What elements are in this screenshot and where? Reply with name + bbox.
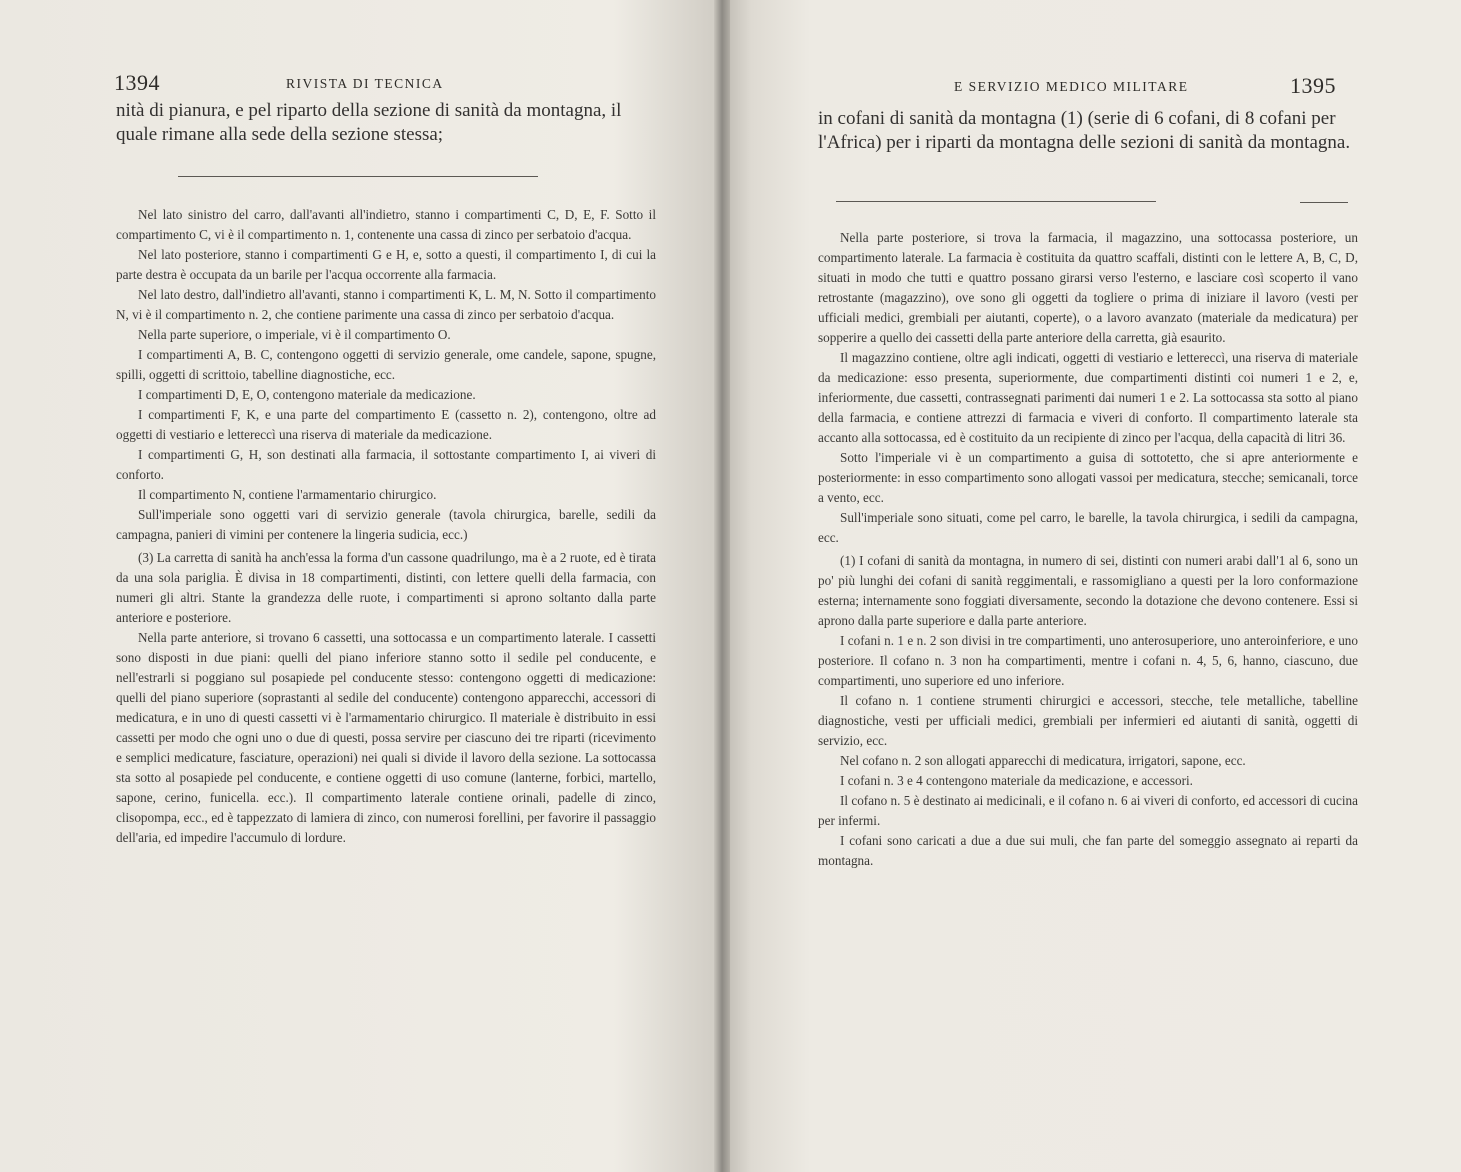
- paragraph: Il cofano n. 1 contiene strumenti chirurgici e accessori, stecche, tele metalliche, tabelline diagnostiche, vesti per ufficiali medici, grembiali per infermieri ed aiutanti di sanità, oggetti di servizio, ecc.: [818, 693, 1358, 748]
- lead-text-left: nità di pianura, e pel riparto della sezione di sanità da montagna, il quale rimane alla sede della sezione stessa;: [116, 100, 622, 145]
- paragraph: Il compartimento N, contiene l'armamentario chirurgico.: [138, 487, 437, 502]
- footnote-paragraph: (3) La carretta di sanità ha anch'essa la forma d'un cassone quadrilungo, ma è a 2 ruote, ed è tirata da una sola pariglia. È divisa in 18 compartimenti, distinti, con lettere quelli della farmacia, con numeri gli altri. Stante la grandezza delle ruote, i compartimenti si aprono soltanto dalla parte anteriore e posteriore.: [116, 550, 656, 625]
- right-page: [722, 0, 1461, 1172]
- paragraph: I compartimenti D, E, O, contengono materiale da medicazione.: [138, 387, 476, 402]
- lead-text-right: in cofani di sanità da montagna (1) (serie di 6 cofani, di 8 cofani per l'Africa) per i riparti da montagna delle sezioni di sanità da montagna.: [818, 108, 1351, 153]
- section-rule-left: [178, 176, 538, 177]
- paragraph: I cofani sono caricati a due a due sui muli, che fan parte del someggio assegnato ai reparti da montagna.: [818, 833, 1358, 868]
- paragraph: Il cofano n. 5 è destinato ai medicinali, e il cofano n. 6 ai viveri di conforto, ed accessori di cucina per infermi.: [818, 793, 1358, 828]
- paragraph: Nella parte posteriore, si trova la farmacia, il magazzino, una sottocassa posteriore, un compartimento laterale. La farmacia è costituita da quattro scaffali, distinti con le lettere A, B, C, D, situati in modo che tutti e quattro possano girarsi verso l'esterno, e lasciare così scoperto il vano retrostante (magazzino), ove sono gli oggetti da togliere o prima di iniziare il lavoro (vesti per ufficiali medici, grembiali per aiutanti, coperte), o a lavoro avanzato (materiale da medicatura) per sopperire a quello dei cassetti della parte anteriore della carretta, già esaurito.: [818, 230, 1358, 345]
- paragraph: Nel lato sinistro del carro, dall'avanti all'indietro, stanno i compartimenti C, D, E, F. Sotto il compartimento C, vi è il compartimento n. 1, contenente una cassa di zinco per serbatoio d'acqua.: [116, 207, 656, 242]
- footnote-paragraph: Nella parte anteriore, si trovano 6 cassetti, una sottocassa e un compartimento laterale. I cassetti sono disposti in due piani: quelli del piano inferiore stanno sotto il sedile pel conducente, e nell'estrarli si poggiano sul posapiede pel conducente stesso: contengono oggetti di medicazione: quelli del piano superiore (soprastanti al sedile del conducente) contengono apparecchi, accessori di medicatura, e in uno di questi cassetti vi è l'armamentario chirurgico. Il materiale è distribuito in essi cassetti per modo che ogni uno o due di questi, possa servire per ciascuno dei tre riparti (ricevimento e semplici medicature, fasciature, operazioni) nei quali si divide il lavoro della sezione. La sottocassa sta sotto al posapiede pel conducente, e contiene oggetti di uso comune (lanterne, forbici, martello, sapone, cerino, funicella. ecc.). Il compartimento laterale contiene orinali, padelle di zinco, clisopompa, ecc., ed è tappezzato di lamiera di zinco, con numerosi forellini, per favorire il passaggio dell'aria, ed impedire l'accumulo di lordure.: [116, 630, 656, 845]
- paragraph: I compartimenti G, H, son destinati alla farmacia, il sottostante compartimento I, ai viveri di conforto.: [116, 447, 656, 482]
- paragraph: I compartimenti F, K, e una parte del compartimento E (cassetto n. 2), contengono, oltre ad oggetti di vestiario e lettereccì una riserva di materiale da medicazione.: [116, 407, 656, 442]
- paragraph: Sull'imperiale sono oggetti vari di servizio generale (tavola chirurgica, barelle, sedili da campagna, panieri di vimini per contenere la lingeria sudicia, ecc.): [116, 507, 656, 542]
- paragraph: Il magazzino contiene, oltre agli indicati, oggetti di vestiario e lettereccì, una riserva di materiale da medicazione: esso presenta, superiormente, due compartimenti distinti coi numeri 1 e 2, e, inferiormente, due cassetti, contrassegnati parimenti dai numeri 1 e 2. La sottocassa sta sotto al piano della farmacia, e contiene attrezzi di farmacia e viveri di conforto. Il compartimento laterale sta accanto alla sottocassa, ed è costituito da un recipiente di zinco per l'acqua, della capacità di litri 36.: [818, 350, 1358, 445]
- paragraph: I cofani n. 1 e n. 2 son divisi in tre compartimenti, uno anterosuperiore, uno anteroinferiore, e uno posteriore. Il cofano n. 3 non ha compartimenti, mentre i cofani n. 4, 5, 6, hanno, ciascuno, due compartimenti, uno superiore ed uno inferiore.: [818, 633, 1358, 688]
- left-page: [0, 0, 722, 1172]
- paragraph: Nella parte superiore, o imperiale, vi è il compartimento O.: [138, 327, 451, 342]
- section-rule-right: [836, 201, 1156, 202]
- running-title-right: E SERVIZIO MEDICO MILITARE: [954, 79, 1189, 94]
- paragraph: Nel lato posteriore, stanno i compartimenti G e H, e, sotto a questi, il compartimento I, di cui la parte destra è occupata da un barile per l'acqua occorrente alla farmacia.: [116, 247, 656, 282]
- paragraph: I cofani n. 3 e 4 contengono materiale da medicazione, e accessori.: [840, 773, 1193, 788]
- book-gutter: [714, 0, 730, 1172]
- paragraph: Nel lato destro, dall'indietro all'avanti, stanno i compartimenti K, L. M, N. Sotto il compartimento N, vi è il compartimento n. 2, che contiene parimente una cassa di zinco per serbatoio d'acqua.: [116, 287, 656, 322]
- page-number-right: 1395: [1290, 73, 1336, 98]
- paragraph: I compartimenti A, B. C, contengono oggetti di servizio generale, ome candele, sapone, spugne, spilli, oggetti di scrittoio, tabelline diagnostiche, ecc.: [116, 347, 656, 382]
- running-title-left: RIVISTA DI TECNICA: [286, 76, 444, 91]
- page-number-left: 1394: [114, 70, 160, 95]
- footnote-block-right: [818, 228, 1358, 871]
- section-rule-right-end: [1300, 202, 1348, 203]
- paragraph: Sull'imperiale sono situati, come pel carro, le barelle, la tavola chirurgica, i sedili da campagna, ecc.: [818, 510, 1358, 545]
- footnote-paragraph: (1) I cofani di sanità da montagna, in numero di sei, distinti con numeri arabi dall'1 al 6, sono un po' più lunghi dei cofani di sanità reggimentali, e rassomigliano a questi per la loro conformazione esterna; internamente sono foggiati diversamente, secondo la dotazione che devono contenere. Essi si aprono dalla parte superiore e dalla parte anteriore.: [818, 553, 1358, 628]
- paragraph: Sotto l'imperiale vi è un compartimento a guisa di sottotetto, che si apre anteriormente e posteriormente: in esso compartimento sono allogati vassoi per medicatura, stecche; semicanali, torce a vento, ecc.: [818, 450, 1358, 505]
- paragraph: Nel cofano n. 2 son allogati apparecchi di medicatura, irrigatori, sapone, ecc.: [840, 753, 1246, 768]
- footnote-block-left: [116, 205, 656, 848]
